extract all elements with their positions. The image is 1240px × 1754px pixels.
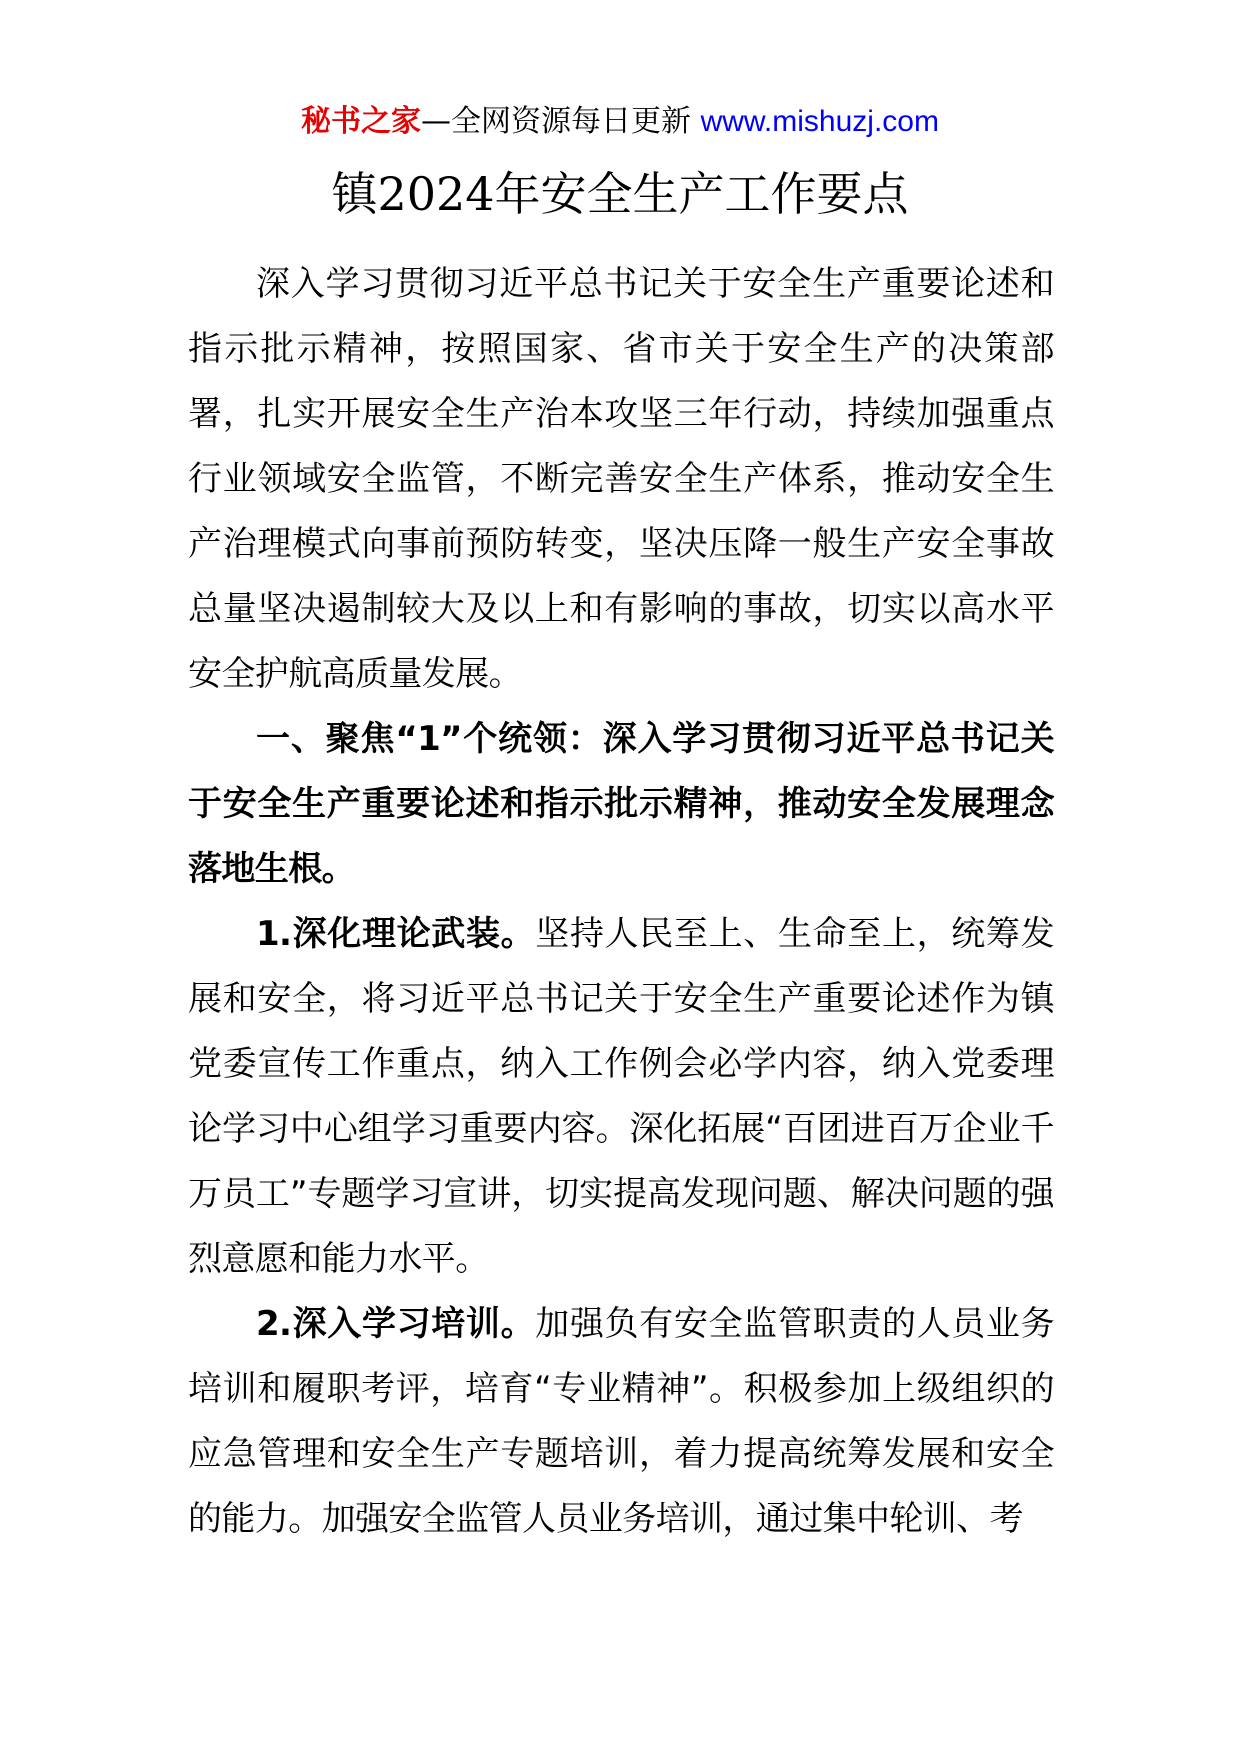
- section-heading-1: 一、聚焦“1”个统领：深入学习贯彻习近平总书记关于安全生产重要论述和指示批示精神，推动安全发展理念落地生根。: [188, 719, 1054, 889]
- site-header: [0, 100, 1240, 144]
- intro-paragraph: 深入学习贯彻习近平总书记关于安全生产重要论述和指示批示精神，按照国家、省市关于安全生产的决策部署，扎实开展安全生产治本攻坚三年行动，持续加强重点行业领域安全监管，不断完善安全生产体系，推动安全生产治理模式向事前预防转变，坚决压降一般生产安全事故总量坚决遏制较大及以上和有影响的事故，切实以高水平安全护航高质量发展。: [188, 264, 1054, 694]
- item-paragraph-2: [188, 1292, 1054, 1552]
- title-year: 2024: [377, 167, 495, 221]
- item-lead-2: 2.深入学习培训。: [256, 1304, 536, 1344]
- item-body-1: 坚持人民至上、生命至上，统筹发展和安全，将习近平总书记关于安全生产重要论述作为镇党委宣传工作重点，纳入工作例会必学内容，纳入党委理论学习中心组学习重要内容。深化拓展“百团进百万企业千万员工”专题学习宣讲，切实提高发现问题、解决问题的强烈意愿和能力水平。: [188, 914, 1054, 1279]
- item-lead-1: 1.深化理论武装。: [256, 914, 536, 954]
- title-suffix: 年安全生产工作要点: [494, 167, 909, 221]
- title-prefix: 镇: [331, 167, 378, 221]
- document-body: [188, 252, 1054, 1552]
- site-url[interactable]: www.mishuzj.com: [700, 105, 939, 138]
- item-body-2: 加强负有安全监管职责的人员业务培训和履职考评，培育“专业精神”。积极参加上级组织的应急管理和安全生产专题培训，着力提高统筹发展和安全的能力。加强安全监管人员业务培训，通过集中轮训、考: [188, 1304, 1054, 1539]
- header-slogan: —全网资源每日更新: [421, 104, 701, 139]
- brand-name: 秘书之家: [301, 104, 422, 139]
- document-title: [0, 162, 1240, 226]
- item-paragraph-1: [188, 902, 1054, 1292]
